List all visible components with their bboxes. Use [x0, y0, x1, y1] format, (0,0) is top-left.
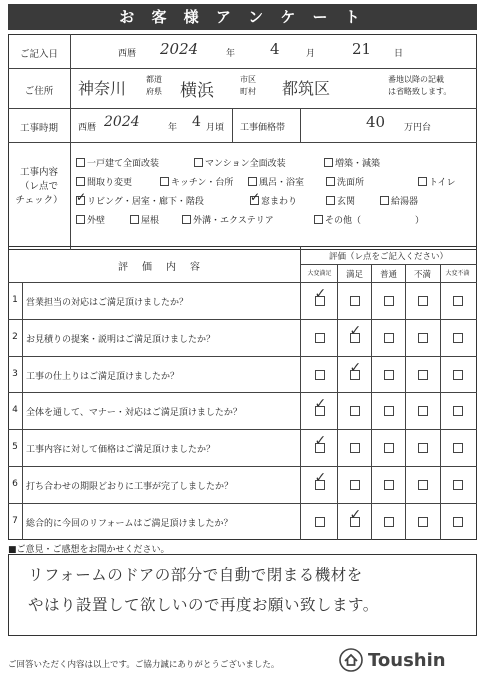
- contents-option-label: リビング・居室・廊下・階段: [87, 197, 204, 207]
- contents-option[interactable]: [326, 175, 364, 188]
- date-year-unit: 年: [226, 49, 236, 59]
- checkbox-icon[interactable]: [76, 215, 85, 224]
- rating-checkbox[interactable]: [384, 370, 394, 380]
- contents-option-label: 増築・減築: [335, 159, 381, 169]
- contents-option-label: 屋根: [141, 216, 160, 226]
- rating-checkbox[interactable]: [418, 333, 428, 343]
- rating-checkbox[interactable]: [384, 333, 394, 343]
- checkbox-icon[interactable]: [314, 215, 323, 224]
- scale-label: 満足: [345, 270, 363, 280]
- rating-checkbox[interactable]: [418, 406, 428, 416]
- work-era: 西暦: [78, 123, 97, 133]
- price-unit: 万円台: [404, 123, 432, 133]
- rating-checkbox[interactable]: [453, 296, 463, 306]
- question-text: 総合的に今回のリフォームはご満足頂けましたか？: [26, 518, 233, 529]
- rating-checkbox[interactable]: [453, 406, 463, 416]
- check-mark-icon: ✓: [314, 286, 327, 302]
- rating-checkbox[interactable]: [453, 517, 463, 527]
- checkbox-icon[interactable]: [130, 215, 139, 224]
- question-number: 2: [12, 331, 18, 342]
- contents-option-label: 風呂・浴室: [259, 178, 305, 188]
- contents-option[interactable]: [182, 213, 274, 226]
- rating-checkbox[interactable]: [315, 517, 325, 527]
- checkbox-icon[interactable]: [418, 177, 427, 186]
- rating-checkbox[interactable]: [418, 443, 428, 453]
- form-title: お 客 様 ア ン ケ ー ト: [8, 4, 477, 30]
- contents-option[interactable]: [76, 156, 159, 169]
- contents-option[interactable]: [250, 190, 298, 207]
- comment-line-1: リフォームのドアの部分で自動で閉まる機材を: [28, 566, 363, 584]
- question-number: 6: [12, 479, 18, 489]
- scale-label: 普通: [379, 270, 397, 280]
- checkbox-icon[interactable]: [326, 196, 335, 205]
- address-pref: 神奈川: [78, 79, 127, 98]
- contents-option[interactable]: [160, 175, 233, 188]
- contents-option[interactable]: [76, 175, 132, 188]
- checkbox-icon[interactable]: [380, 196, 389, 205]
- rating-checkbox[interactable]: [453, 443, 463, 453]
- rating-checkbox[interactable]: [350, 406, 360, 416]
- check-mark-icon: ✓: [349, 506, 362, 523]
- footer-text: ご回答いただく内容は以上です。ご協力誠にありがとうございました。: [8, 660, 280, 670]
- rating-checkbox[interactable]: [315, 333, 325, 343]
- work-period-label: 工事時期: [19, 123, 58, 134]
- check-mark-icon: ✓: [250, 190, 261, 204]
- rating-checkbox[interactable]: [418, 296, 428, 306]
- rating-checkbox[interactable]: [350, 480, 360, 490]
- checkbox-icon[interactable]: [76, 177, 85, 186]
- contents-option[interactable]: [380, 194, 418, 207]
- contents-option[interactable]: [314, 213, 424, 226]
- contents-option-label: 給湯器: [391, 197, 419, 207]
- question-text: 工事内容に対して価格はご満足頂けましたか？: [26, 445, 216, 456]
- question-text: 全体を通して、マナー・対応はご満足頂けましたか？: [26, 408, 242, 419]
- rating-checkbox[interactable]: [384, 406, 394, 416]
- rating-checkbox[interactable]: [453, 480, 463, 490]
- check-mark-icon: ✓: [314, 396, 327, 413]
- rating-checkbox[interactable]: [350, 443, 360, 453]
- work-year: 2024: [104, 114, 140, 130]
- checkbox-icon[interactable]: [76, 190, 87, 205]
- question-number: 5: [12, 442, 18, 453]
- house-logo-icon: [339, 648, 363, 672]
- rating-checkbox[interactable]: [384, 517, 394, 527]
- check-mark-icon: ✓: [349, 322, 362, 339]
- contents-option-label: 玄関: [337, 197, 356, 207]
- contents-label: 工事内容 （レ点で チェック）: [15, 167, 63, 206]
- address-city-units: 市区 町村: [240, 75, 256, 96]
- address-city: 横浜: [180, 81, 214, 101]
- date-day-unit: 日: [394, 49, 404, 59]
- date-year: 2024: [160, 40, 199, 58]
- date-month: 4: [270, 40, 280, 58]
- rating-checkbox[interactable]: [418, 480, 428, 490]
- check-mark-icon: ✓: [76, 190, 87, 204]
- question-text: お見積りの提案・説明はご満足頂けましたか？: [26, 334, 216, 345]
- rating-checkbox[interactable]: [453, 333, 463, 343]
- address-ward: 都筑区: [282, 79, 331, 98]
- contents-option[interactable]: [248, 175, 304, 188]
- question-text: 打ち合わせの期限どおりに工事が完了しましたか？: [26, 482, 234, 492]
- date-label: ご記入日: [19, 49, 58, 60]
- date-month-unit: 月: [306, 49, 316, 59]
- rating-checkbox[interactable]: [384, 480, 394, 490]
- checkbox-icon[interactable]: [194, 158, 203, 167]
- contents-option-label: キッチン・台所: [171, 178, 234, 188]
- check-mark-icon: ✓: [349, 359, 362, 376]
- address-note: 番地以降の記載 は省略致します。: [388, 75, 452, 96]
- rating-checkbox[interactable]: [384, 443, 394, 453]
- checkbox-icon[interactable]: [250, 190, 261, 205]
- question-text: 工事の仕上りはご満足頂けましたか？: [26, 371, 180, 382]
- contents-option[interactable]: [130, 213, 159, 226]
- question-number: 1: [12, 295, 18, 305]
- question-number: 7: [12, 515, 18, 526]
- contents-option-label: 一戸建て全面改装: [87, 159, 160, 169]
- contents-option-label: 外壁: [87, 216, 106, 226]
- scale-label: 大変満足: [307, 270, 332, 277]
- checkbox-icon[interactable]: [182, 215, 191, 224]
- work-year-unit: 年: [168, 123, 178, 133]
- rating-checkbox[interactable]: [453, 370, 463, 380]
- question-text: 営業担当の対応はご満足頂けましたか？: [26, 298, 189, 308]
- contents-option-label: その他（ ）: [325, 216, 425, 226]
- contents-option[interactable]: [418, 175, 456, 188]
- date-day: 21: [352, 40, 372, 58]
- survey-header-left: 評 価 内 容: [118, 262, 202, 273]
- comment-line-2: やはり設置して欲しいので再度お願い致します。: [28, 596, 379, 614]
- contents-option-label: 窓まわり: [261, 197, 298, 207]
- contents-option-label: トイレ: [429, 178, 456, 188]
- contents-option[interactable]: [324, 156, 380, 169]
- question-number: 3: [12, 368, 18, 379]
- contents-option-label: マンション全面改装: [205, 159, 286, 169]
- contents-option[interactable]: [194, 156, 286, 169]
- scale-label: 大変不満: [445, 270, 470, 277]
- survey-header-right: 評価（レ点をご記入ください）: [328, 252, 448, 262]
- rating-checkbox[interactable]: [315, 370, 325, 380]
- comments-label: ■ご意見・ご感想をお聞かせください。: [8, 545, 170, 555]
- contents-option[interactable]: [76, 190, 204, 207]
- checkbox-icon[interactable]: [248, 177, 257, 186]
- check-mark-icon: ✓: [314, 470, 327, 486]
- contents-option-label: 間取り変更: [87, 178, 133, 188]
- checkbox-icon[interactable]: [326, 177, 335, 186]
- price-value: 40: [366, 113, 386, 131]
- brand-name: Toushin: [368, 650, 446, 671]
- checkbox-icon[interactable]: [160, 177, 169, 186]
- price-label: 工事価格帯: [240, 123, 286, 133]
- checkbox-icon[interactable]: [324, 158, 333, 167]
- check-mark-icon: ✓: [314, 433, 327, 450]
- date-era: 西暦: [118, 49, 137, 59]
- contents-option[interactable]: [76, 213, 105, 226]
- rating-checkbox[interactable]: [384, 296, 394, 306]
- checkbox-icon[interactable]: [76, 158, 85, 167]
- rating-checkbox[interactable]: [418, 517, 428, 527]
- address-label: ご住所: [24, 86, 54, 97]
- rating-checkbox[interactable]: [350, 296, 360, 306]
- address-pref-units: 都道 府県: [146, 75, 162, 96]
- contents-option-label: 外溝・エクステリア: [193, 216, 274, 226]
- scale-label: 不満: [413, 270, 431, 280]
- work-month-unit: 月頃: [206, 123, 225, 133]
- contents-option[interactable]: [326, 194, 355, 207]
- rating-checkbox[interactable]: [418, 370, 428, 380]
- question-number: 4: [12, 405, 18, 416]
- contents-option-label: 洗面所: [337, 178, 365, 188]
- work-month: 4: [192, 114, 201, 130]
